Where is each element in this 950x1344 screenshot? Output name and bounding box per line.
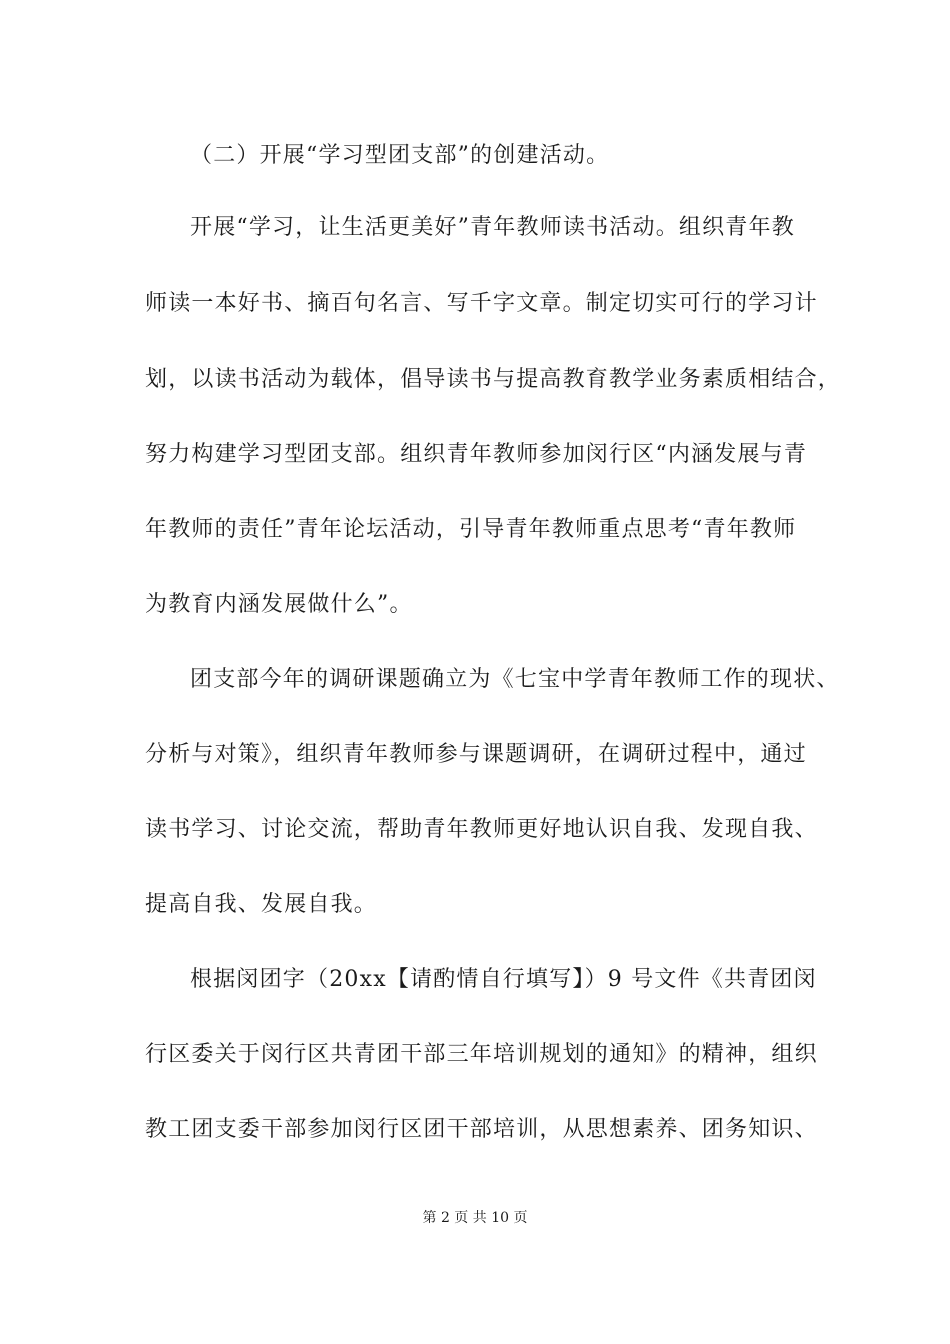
paragraph-line: 努力构建学习型团支部。组织青年教师参加闵行区“内涵发展与青 [145,442,808,467]
paragraph-line: 年教师的责任”青年论坛活动，引导青年教师重点思考“青年教师 [145,517,797,542]
paragraph-line: 开展“学习，让生活更美好”青年教师读书活动。组织青年教 [190,215,795,240]
paragraph-line: 为教育内涵发展做什么”。 [145,592,413,617]
paragraph-line: 提高自我、发展自我。 [145,892,378,917]
paragraph-line: 分析与对策》，组织青年教师参与课题调研，在调研过程中，通过 [145,742,807,767]
section-heading: （二）开展“学习型团支部”的创建活动。 [190,143,610,168]
page-number-footer: 第 2 页 共 10 页 [422,1210,528,1226]
paragraph-line: 师读一本好书、摘百句名言、写千字文章。制定切实可行的学习计 [145,291,818,316]
paragraph-line: 行区委关于闵行区共青团干部三年培训规划的通知》的精神，组织 [145,1042,818,1067]
paragraph-line: 团支部今年的调研课题确立为《七宝中学青年教师工作的现状、 [190,667,840,692]
paragraph-line: 根据闵团字（20xx【请酌情自行填写】）9 号文件《共青团闵 [190,967,817,992]
paragraph-line: 教工团支委干部参加闵行区团干部培训，从思想素养、团务知识、 [145,1117,818,1142]
paragraph-line: 划，以读书活动为载体，倡导读书与提高教育教学业务素质相结合， [145,367,842,392]
paragraph-line: 读书学习、讨论交流，帮助青年教师更好地认识自我、发现自我、 [145,817,818,842]
